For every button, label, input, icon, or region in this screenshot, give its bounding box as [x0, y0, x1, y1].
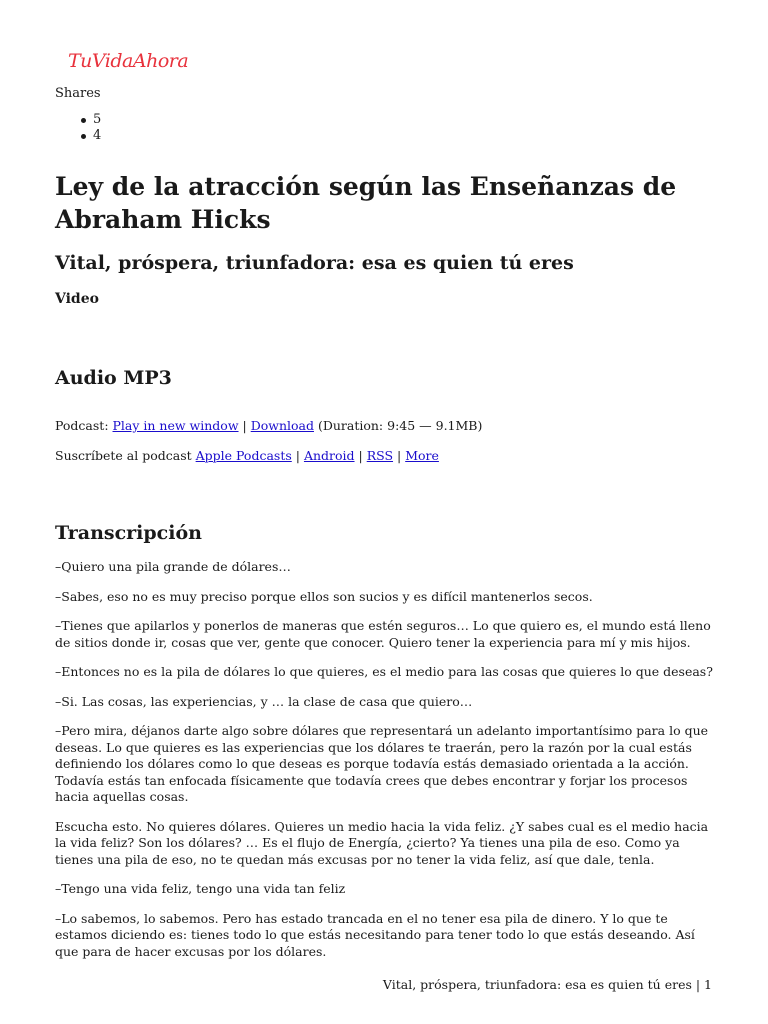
transcript-paragraph: Escucha esto. No quieres dólares. Quieres un medio hacia la vida feliz. ¿Y sabes cual es el medio hacia la vida feliz? Son los dólares? … Es el flujo de Energía, ¿cierto? Ya tienes una pila de eso. Como ya tienes una pila de eso, no te quedan más excusas por no tener la vida feliz, así que dale, tenla. [55, 818, 709, 867]
transcript-paragraph: –Sabes, eso no es muy preciso porque ellos son sucios y es difícil mantenerlos secos. [55, 588, 593, 604]
article-title: Ley de la atracción según las Enseñanzas de Abraham Hicks [55, 172, 677, 234]
separator: | [238, 418, 251, 433]
rss-link[interactable]: RSS [366, 448, 394, 463]
transcript-paragraph: –Quiero una pila grande de dólares… [55, 559, 291, 574]
separator: | [291, 448, 304, 463]
subscribe-line [55, 448, 439, 463]
site-logo[interactable]: TuVidaAhora [68, 50, 189, 72]
apple-podcasts-link[interactable]: Apple Podcasts [195, 448, 292, 463]
separator: | [354, 448, 367, 463]
transcript-paragraph: –Pero mira, déjanos darte algo sobre dólares que representará un adelanto importantísimo para lo que deseas. Lo que quieres es las experiencias que los dólares te traerán, pero la razón por la cual estás definiendo los dólares como lo que deseas es porque todavía estás demasiado orientada a la acción. Todavía estás tan enfocada físicamente que todavía crees que debes encontrar y forjar los procesos hacia aquellas cosas. [55, 723, 709, 804]
transcript-paragraph: –Lo sabemos, lo sabemos. Pero has estado trancada en el no tener esa pila de dinero. Y lo que te estamos diciendo es: tienes todo lo que estás necesitando para tener todo lo que estás deseando. Así que para de hacer excusas por los dólares. [55, 910, 695, 959]
subscribe-prefix: Suscríbete al podcast [55, 448, 196, 463]
separator: | [393, 448, 406, 463]
share-count-item: 5 [93, 112, 102, 127]
transcript-paragraph: –Tengo una vida feliz, tengo una vida tan feliz [55, 881, 346, 896]
video-label: Video [55, 291, 99, 307]
share-count-item: 4 [93, 128, 102, 143]
page-footer: Vital, próspera, triunfadora: esa es quien tú eres | 1 [382, 977, 712, 992]
shares-label: Shares [55, 86, 101, 101]
audio-heading: Audio MP3 [55, 367, 172, 389]
download-link[interactable]: Download [250, 418, 314, 433]
android-link[interactable]: Android [303, 448, 355, 463]
podcast-prefix: Podcast: [55, 418, 113, 433]
shares-list [93, 112, 101, 144]
transcript-body [55, 559, 715, 973]
transcript-paragraph: –Entonces no es la pila de dólares lo que quieres, es el medio para las cosas que quieres lo que deseas? [55, 664, 713, 679]
podcast-duration: (Duration: 9:45 — 9.1MB) [313, 418, 483, 433]
transcript-paragraph: –Si. Las cosas, las experiencias, y … la clase de casa que quiero… [55, 693, 473, 709]
transcript-heading: Transcripción [55, 522, 202, 544]
article-subtitle: Vital, próspera, triunfadora: esa es quien tú eres [55, 252, 574, 274]
more-link[interactable]: More [405, 448, 439, 463]
podcast-line [55, 418, 482, 433]
transcript-paragraph: –Tienes que apilarlos y ponerlos de maneras que estén seguros… Lo que quiero es, el mundo está lleno de sitios donde ir, cosas que ver, gente que conocer. Quiero tener la experiencia para mí y mis hijos. [55, 618, 711, 650]
play-in-new-window-link[interactable]: Play in new window [112, 418, 239, 433]
